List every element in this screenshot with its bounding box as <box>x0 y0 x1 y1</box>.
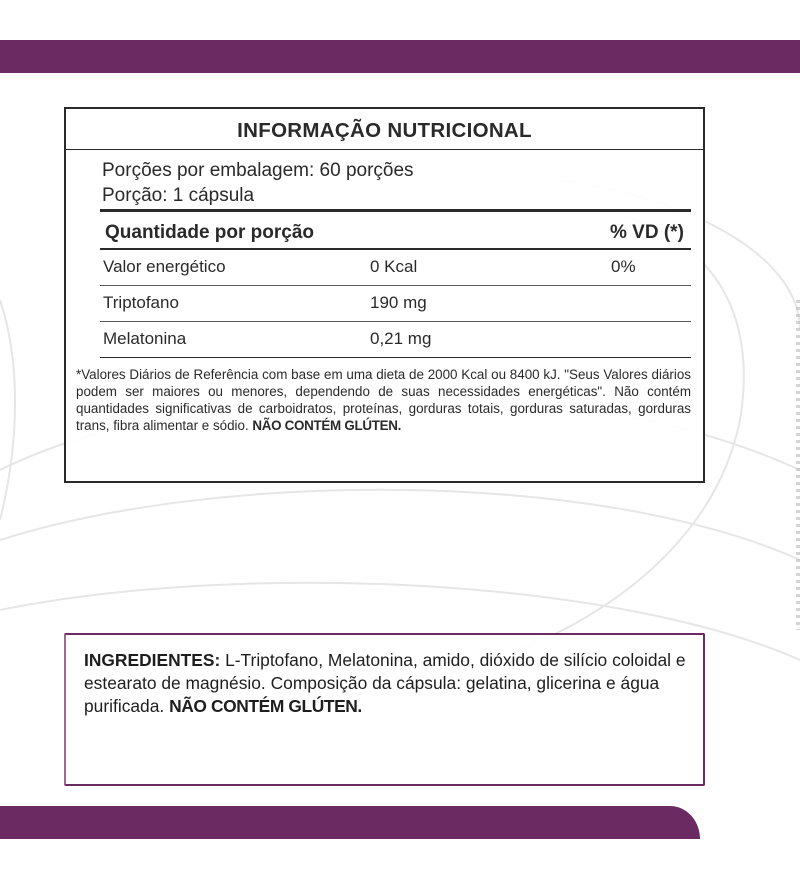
ingredients-heading: INGREDIENTES: <box>84 650 221 670</box>
portions-block <box>66 150 703 204</box>
footnote-text: *Valores Diários de Referência com base em uma dieta de 2000 Kcal ou 8400 kJ. "Seus Valores diários podem ser maiores ou menores, dependendo de suas necessidades energéticas". Não contém quantidades significativas de carboidratos, proteínas, gorduras totais, gorduras saturadas, gorduras trans, fibra alimentar e sódio. <box>76 367 691 433</box>
table-header <box>100 212 691 248</box>
table-row <box>100 322 691 358</box>
nutrient-amount: 0,21 mg <box>370 329 432 348</box>
nutrition-facts-table <box>64 107 705 483</box>
bottom-brand-bar <box>0 806 700 839</box>
nutrient-amount: 190 mg <box>370 293 427 312</box>
side-vertical-text-decoration <box>796 300 800 630</box>
daily-values-footnote <box>76 366 691 434</box>
nutrient-dv: 0% <box>611 257 636 276</box>
table-row <box>100 250 691 286</box>
serving-size: Porção: 1 cápsula <box>102 185 255 206</box>
nutrient-name: Melatonina <box>103 329 187 348</box>
ingredients-box <box>64 633 705 786</box>
servings-per-package: Porções por embalagem: 60 porções <box>102 160 414 181</box>
nutrient-amount: 0 Kcal <box>370 257 418 276</box>
daily-value-header: % VD (*) <box>610 222 684 243</box>
gluten-free-notice: NÃO CONTÉM GLÚTEN. <box>252 418 401 433</box>
amount-per-serving-header: Quantidade por porção <box>105 222 315 243</box>
ingredients-gluten-notice: NÃO CONTÉM GLÚTEN. <box>169 696 362 716</box>
nutrient-name: Triptofano <box>103 293 179 312</box>
nutrient-name: Valor energético <box>103 257 226 276</box>
ingredients-text <box>84 649 691 718</box>
top-brand-bar <box>0 40 800 73</box>
nutrition-title: INFORMAÇÃO NUTRICIONAL <box>66 109 703 150</box>
table-row <box>100 286 691 322</box>
ingredients-list: L-Triptofano, Melatonina, amido, dióxido de silício coloidal e estearato de magnésio. Composição da cápsula: gelatina, glicerina e água purificada. <box>84 650 686 716</box>
